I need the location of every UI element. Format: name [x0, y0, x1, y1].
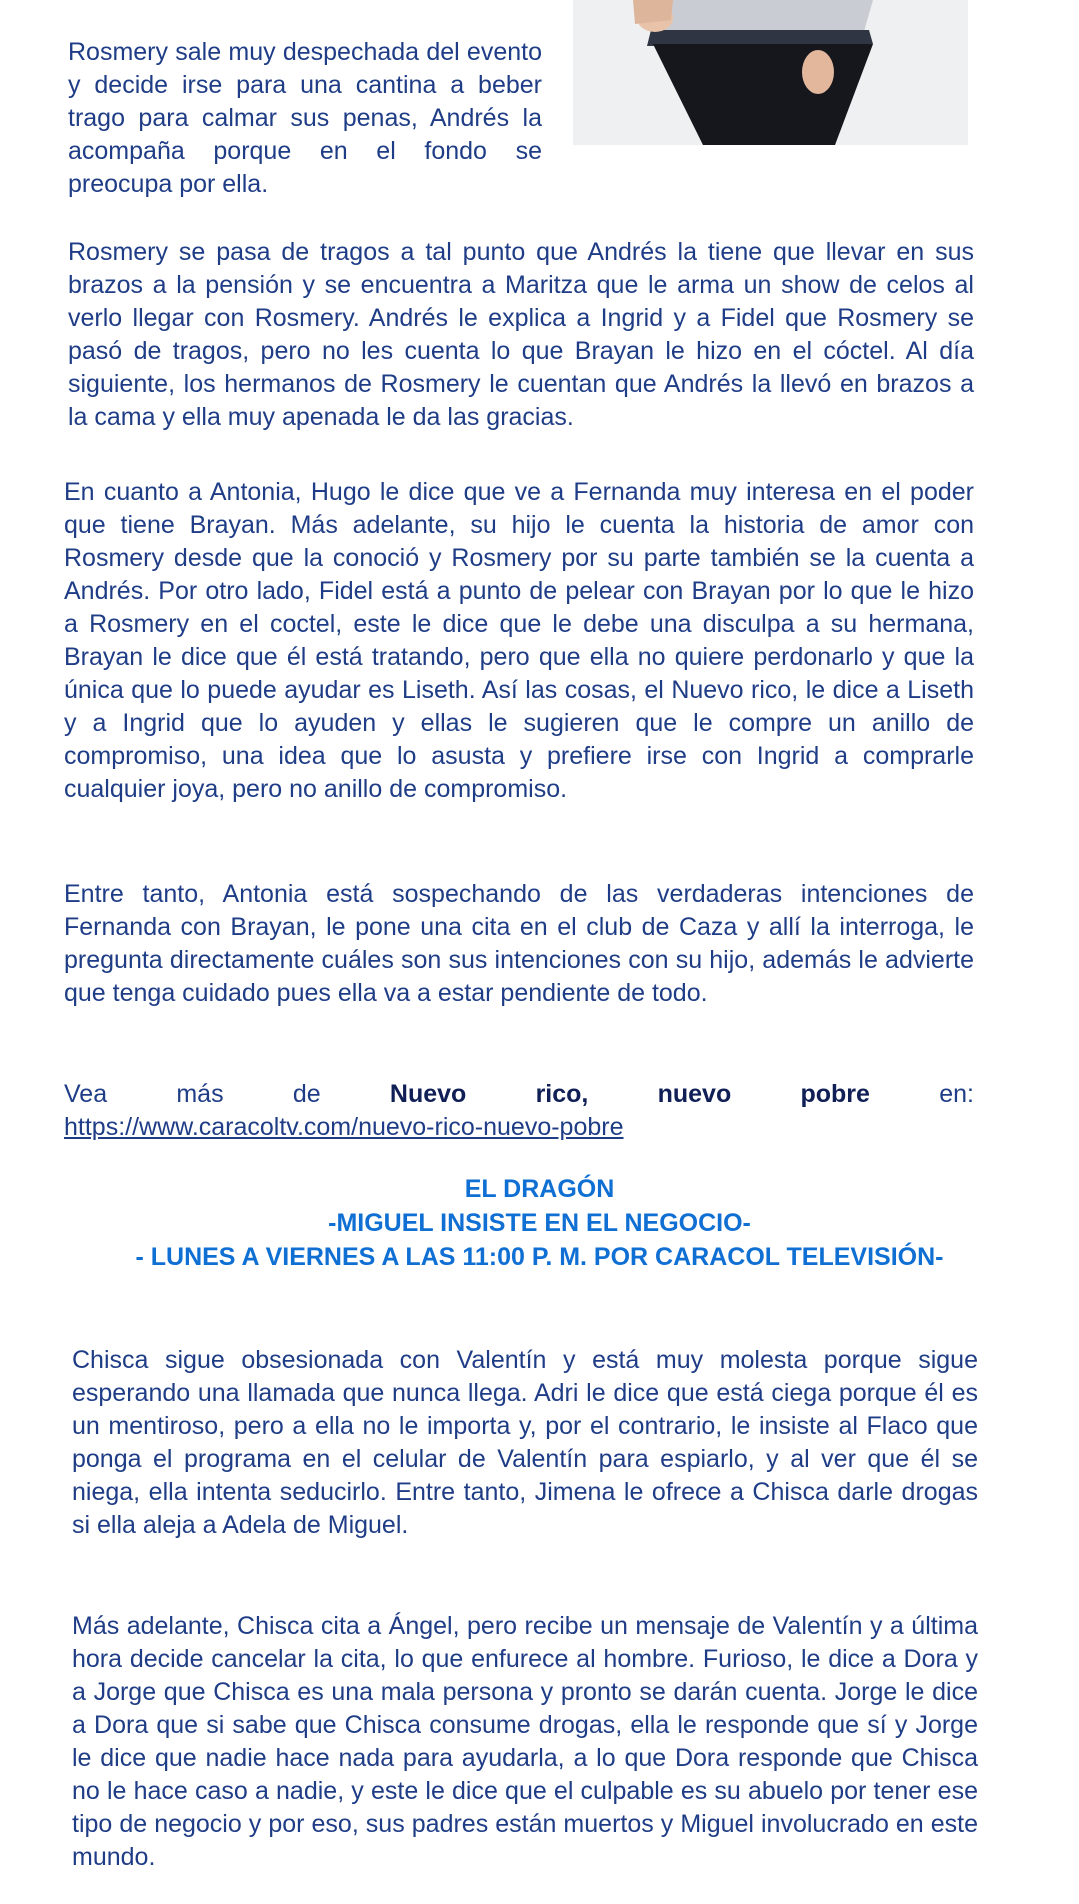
- section-title: EL DRAGÓN: [464, 1175, 615, 1203]
- see-more-block: [64, 1078, 974, 1144]
- article-paragraph-3: En cuanto a Antonia, Hugo le dice que ve a Fernanda muy interesa en el poder que tiene Brayan. Más adelante, su hijo le cuenta la historia de amor con Rosmery desde que la conoció y Rosmery por su parte también se la cuenta a Andrés. Por otro lado, Fidel está a punto de pelear con Brayan por lo que le hizo a Rosmery en el coctel, este le dice que le debe una disculpa a su hermana, Brayan le dice que él está tratando, pero que ella no quiere perdonarlo y que la única que lo puede ayudar es Liseth. Así las cosas, el Nuevo rico, le dice a Liseth y a Ingrid que lo ayuden y ellas le sugieren que le compre un anillo de compromiso, una idea que lo asusta y prefiere irse con Ingrid a comprarle cualquier joya, pero no anillo de compromiso.: [64, 478, 974, 803]
- show-name-word: nuevo: [657, 1080, 732, 1108]
- section-subtitle: -MIGUEL INSISTE EN EL NEGOCIO-: [328, 1209, 751, 1237]
- show-link[interactable]: https://www.caracoltv.com/nuevo-rico-nuevo-pobre: [64, 1113, 624, 1141]
- see-more-word: Vea: [64, 1080, 108, 1108]
- see-more-word: más: [176, 1080, 224, 1108]
- section-schedule: - LUNES A VIERNES A LAS 11:00 P. M. POR CARACOL TELEVISIÓN-: [135, 1243, 944, 1271]
- article-photo: [573, 0, 968, 145]
- section-paragraph-2: Más adelante, Chisca cita a Ángel, pero recibe un mensaje de Valentín y a última hora decide cancelar la cita, lo que enfurece al hombre. Furioso, le dice a Dora y a Jorge que Chisca es una mala persona y pronto se darán cuenta. Jorge le dice a Dora que si sabe que Chisca consume drogas, ella le responde que sí y Jorge le dice que nadie hace nada para ayudarla, a lo que Dora responde que Chisca no le hace caso a nadie, y este le dice que el culpable es su abuelo por tener ese tipo de negocio y por eso, sus padres están muertos y Miguel involucrado en este mundo.: [72, 1612, 978, 1871]
- person-photo-graphic: [573, 0, 968, 145]
- see-more-line: [64, 1078, 974, 1111]
- see-more-word: en:: [939, 1080, 974, 1108]
- section-paragraph-1: Chisca sigue obsesionada con Valentín y está muy molesta porque sigue esperando una llamada que nunca llega. Adri le dice que está ciega porque él es un mentiroso, pero a ella no le importa y, por el contrario, le insiste al Flaco que ponga el programa en el celular de Valentín para espiarlo, y al ver que él se niega, ella intenta seducirlo. Entre tanto, Jimena le ofrece a Chisca darle drogas si ella aleja a Adela de Miguel.: [72, 1346, 978, 1539]
- section-header: [0, 1172, 1079, 1274]
- see-more-word: de: [292, 1080, 321, 1108]
- show-name-word: pobre: [800, 1080, 870, 1108]
- article-paragraph-1: Rosmery sale muy despechada del evento y decide irse para una cantina a beber trago para calmar sus penas, Andrés la acompaña porque en el fondo se preocupa por ella.: [68, 38, 542, 198]
- show-name-word: Nuevo: [389, 1080, 467, 1108]
- show-name-word: rico,: [535, 1080, 589, 1108]
- article-paragraph-2: Rosmery se pasa de tragos a tal punto que Andrés la tiene que llevar en sus brazos a la pensión y se encuentra a Maritza que le arma un show de celos al verlo llegar con Rosmery. Andrés le explica a Ingrid y a Fidel que Rosmery se pasó de tragos, pero no les cuenta lo que Brayan le hizo en el cóctel. Al día siguiente, los hermanos de Rosmery le cuentan que Andrés la llevó en brazos a la cama y ella muy apenada le da las gracias.: [68, 238, 974, 431]
- article-paragraph-4: Entre tanto, Antonia está sospechando de las verdaderas intenciones de Fernanda con Brayan, le pone una cita en el club de Caza y allí la interroga, le pregunta directamente cuáles son sus intenciones con su hijo, además le advierte que tenga cuidado pues ella va a estar pendiente de todo.: [64, 880, 974, 1007]
